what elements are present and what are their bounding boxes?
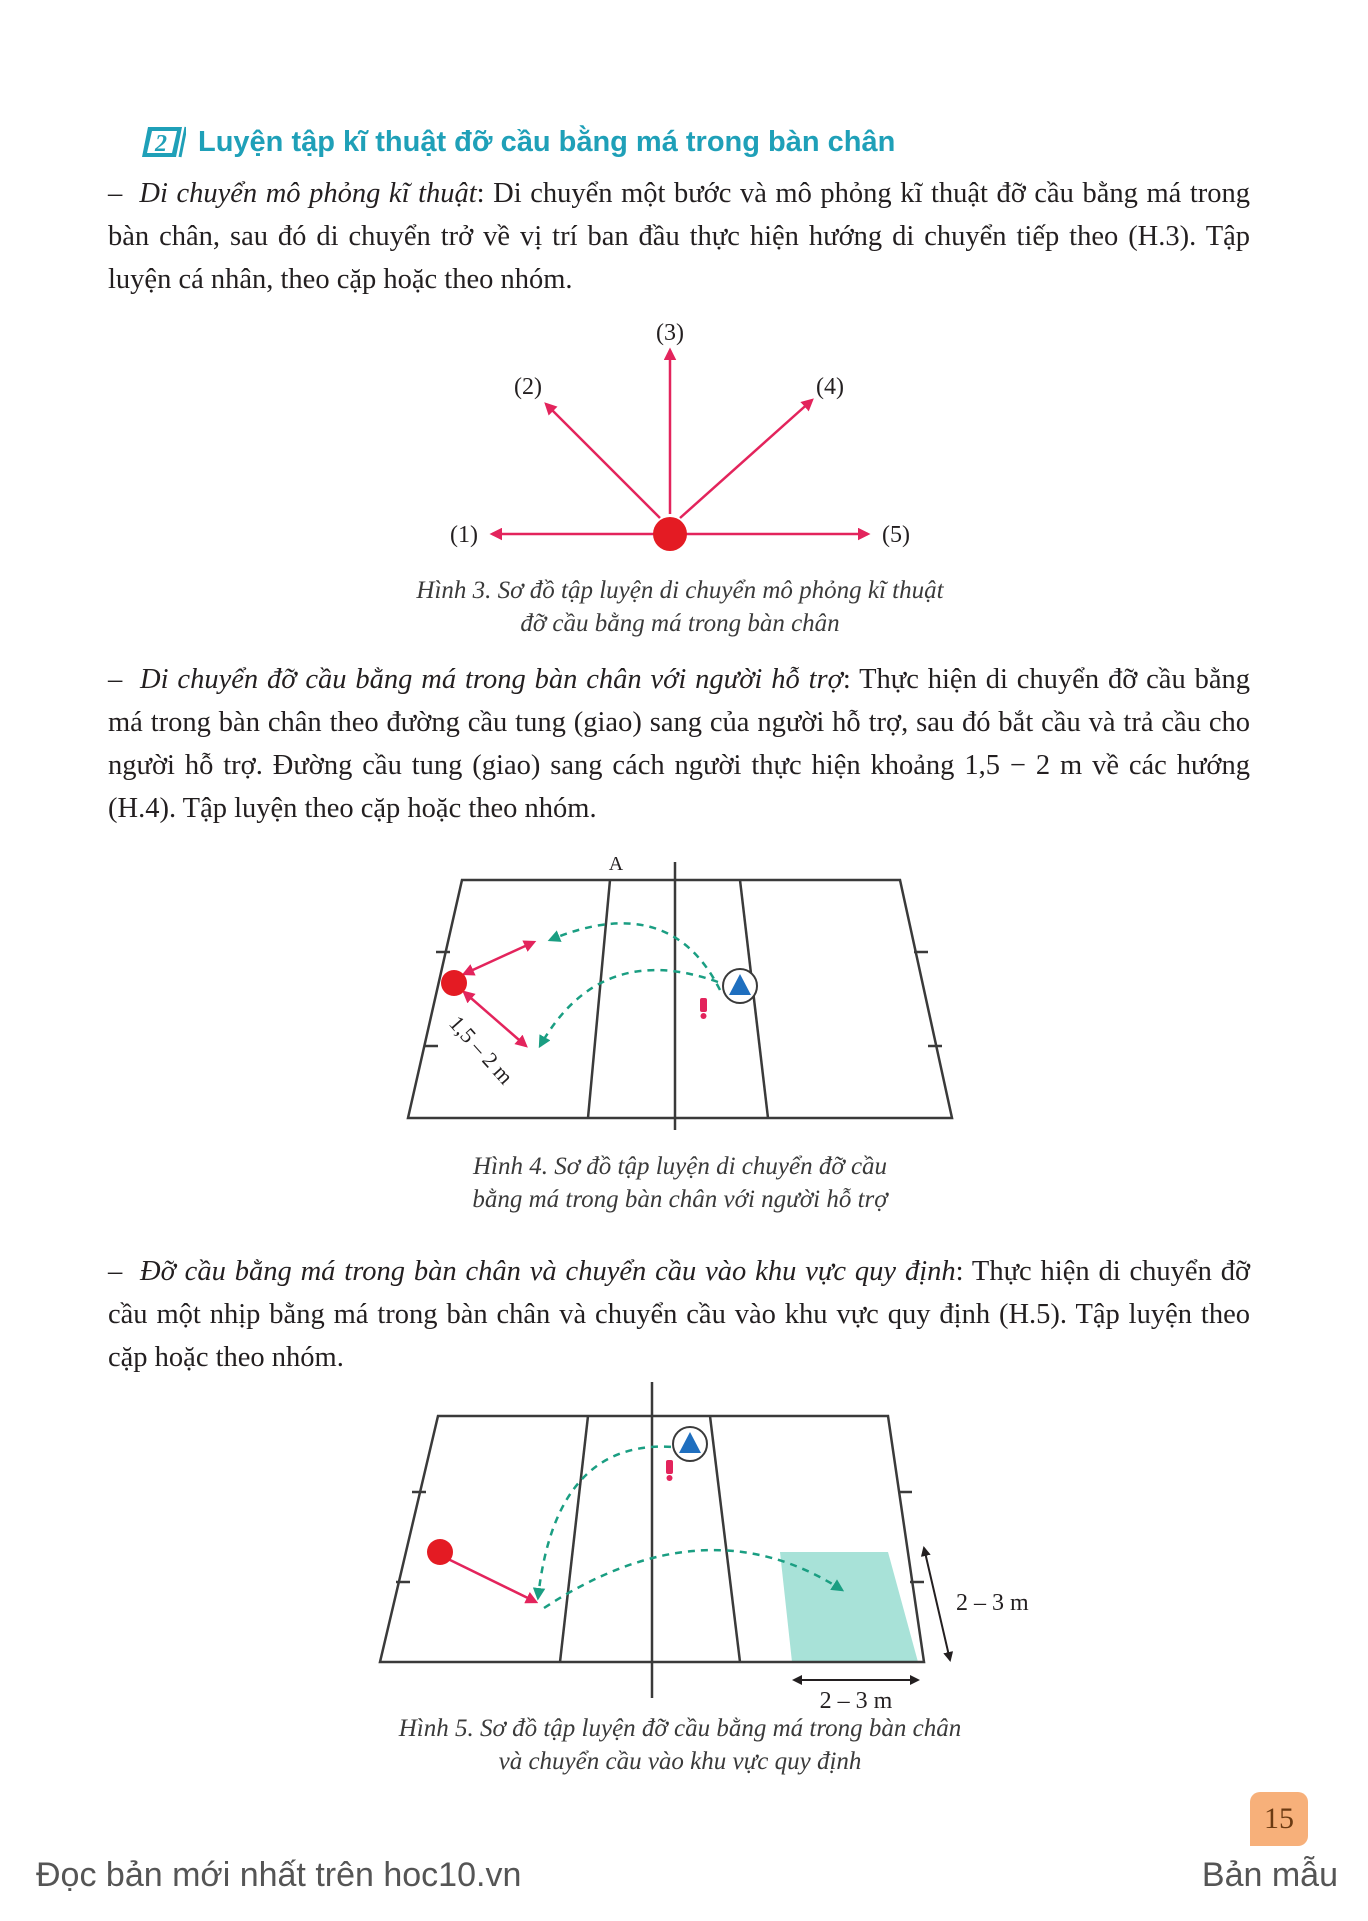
paragraph-3 xyxy=(108,1250,1250,1379)
figure-4-court-diagram xyxy=(400,850,970,1130)
toss-path-lower xyxy=(540,970,718,1046)
section-heading xyxy=(140,122,895,162)
caption-line: đỡ cầu bằng má trong bàn chân xyxy=(520,610,840,637)
width-dimension-label: 2 – 3 m xyxy=(819,1688,893,1712)
player-dot xyxy=(653,517,687,551)
move-arrow-up xyxy=(464,942,534,974)
caption-line: Hình 4. Sơ đồ tập luyện di chuyển đỡ cầu xyxy=(472,1153,888,1180)
figure-3-diagram xyxy=(420,310,940,560)
paragraph-text: : Thực hiện di chuyển đỡ cầu một nhịp bằng má trong bàn chân và chuyển cầu vào khu vực quy định (H.5). Tập luyện theo cặp hoặc theo nhóm. xyxy=(108,1256,1251,1373)
shuttlecock-icon xyxy=(700,998,707,1019)
paragraph-lead: Di chuyển đỡ cầu bằng má trong bàn chân với người hỗ trợ xyxy=(140,664,843,695)
paragraph-lead: Di chuyển mô phỏng kĩ thuật xyxy=(139,178,477,209)
paragraph-1 xyxy=(108,172,1250,301)
dash: – xyxy=(108,1256,123,1287)
shuttlecock-icon xyxy=(666,1460,673,1481)
footer-sample-label: Bản mẫu xyxy=(1201,1856,1338,1894)
direction-label-3: (3) xyxy=(656,320,684,346)
section-2-icon xyxy=(140,125,186,159)
court-outline xyxy=(408,880,952,1118)
section-title: Luyện tập kĩ thuật đỡ cầu bằng má trong bàn chân xyxy=(198,125,896,158)
player-dot xyxy=(441,970,467,996)
direction-label-4: (4) xyxy=(816,374,844,400)
height-dimension-arrow xyxy=(924,1548,950,1660)
arrow-4 xyxy=(680,400,812,518)
figure-5-court-diagram xyxy=(376,1382,1036,1712)
footer-link-text[interactable]: Đọc bản mới nhất trên hoc10.vn xyxy=(36,1856,522,1894)
paragraph-2 xyxy=(108,658,1250,830)
paragraph-text: : Thực hiện di chuyển đỡ cầu bằng má trong bàn chân theo đường cầu tung (giao) sang của người hỗ trợ, sau đó bắt cầu và trả cầu cho người hỗ trợ. Đường cầu tung (giao) sang cách người thực hiện khoảng 1,5 − 2 m về các hướng (H.4). Tập luyện theo cặp hoặc theo nhóm. xyxy=(108,664,1250,824)
caption-line: bằng má trong bàn chân với người hỗ trợ xyxy=(472,1186,888,1213)
page-number: 15 xyxy=(1250,1792,1308,1846)
arrow-2 xyxy=(546,404,660,518)
svg-text:2: 2 xyxy=(155,131,167,157)
move-arrow xyxy=(446,1558,536,1602)
caption-line: Hình 5. Sơ đồ tập luyện đỡ cầu bằng má trong bàn chân xyxy=(398,1715,962,1742)
toss-path-upper xyxy=(550,923,720,990)
figure-4-caption xyxy=(380,1150,980,1216)
paragraph-text: : Di chuyển một bước và mô phỏng kĩ thuật đỡ cầu bằng má trong bàn chân, sau đó di chuyển trở về vị trí ban đầu thực hiện hướng di chuyển tiếp theo (H.3). Tập luyện cá nhân, theo cặp hoặc theo nhóm. xyxy=(108,178,1251,295)
figure-5-caption xyxy=(280,1712,1080,1778)
direction-label-5: (5) xyxy=(882,522,910,548)
caption-line: Hình 3. Sơ đồ tập luyện di chuyển mô phỏng kĩ thuật xyxy=(416,577,944,604)
direction-label-2: (2) xyxy=(514,374,542,400)
distance-label: 1,5 – 2 m xyxy=(444,1010,519,1090)
height-dimension-label: 2 – 3 m xyxy=(956,1590,1029,1616)
point-a-label: A xyxy=(608,853,624,875)
paragraph-lead: Đỡ cầu bằng má trong bàn chân và chuyển cầu vào khu vực quy định xyxy=(140,1256,956,1287)
target-zone xyxy=(780,1552,918,1662)
direction-label-1: (1) xyxy=(450,522,478,548)
figure-3-caption xyxy=(300,574,1060,640)
service-line-left xyxy=(560,1416,588,1662)
dash: – xyxy=(108,178,123,209)
service-line-left xyxy=(588,880,610,1118)
service-line-right xyxy=(710,1416,740,1662)
player-dot xyxy=(427,1539,453,1565)
caption-line: và chuyển cầu vào khu vực quy định xyxy=(498,1748,862,1775)
toss-path xyxy=(538,1447,684,1598)
dash: – xyxy=(108,664,123,695)
